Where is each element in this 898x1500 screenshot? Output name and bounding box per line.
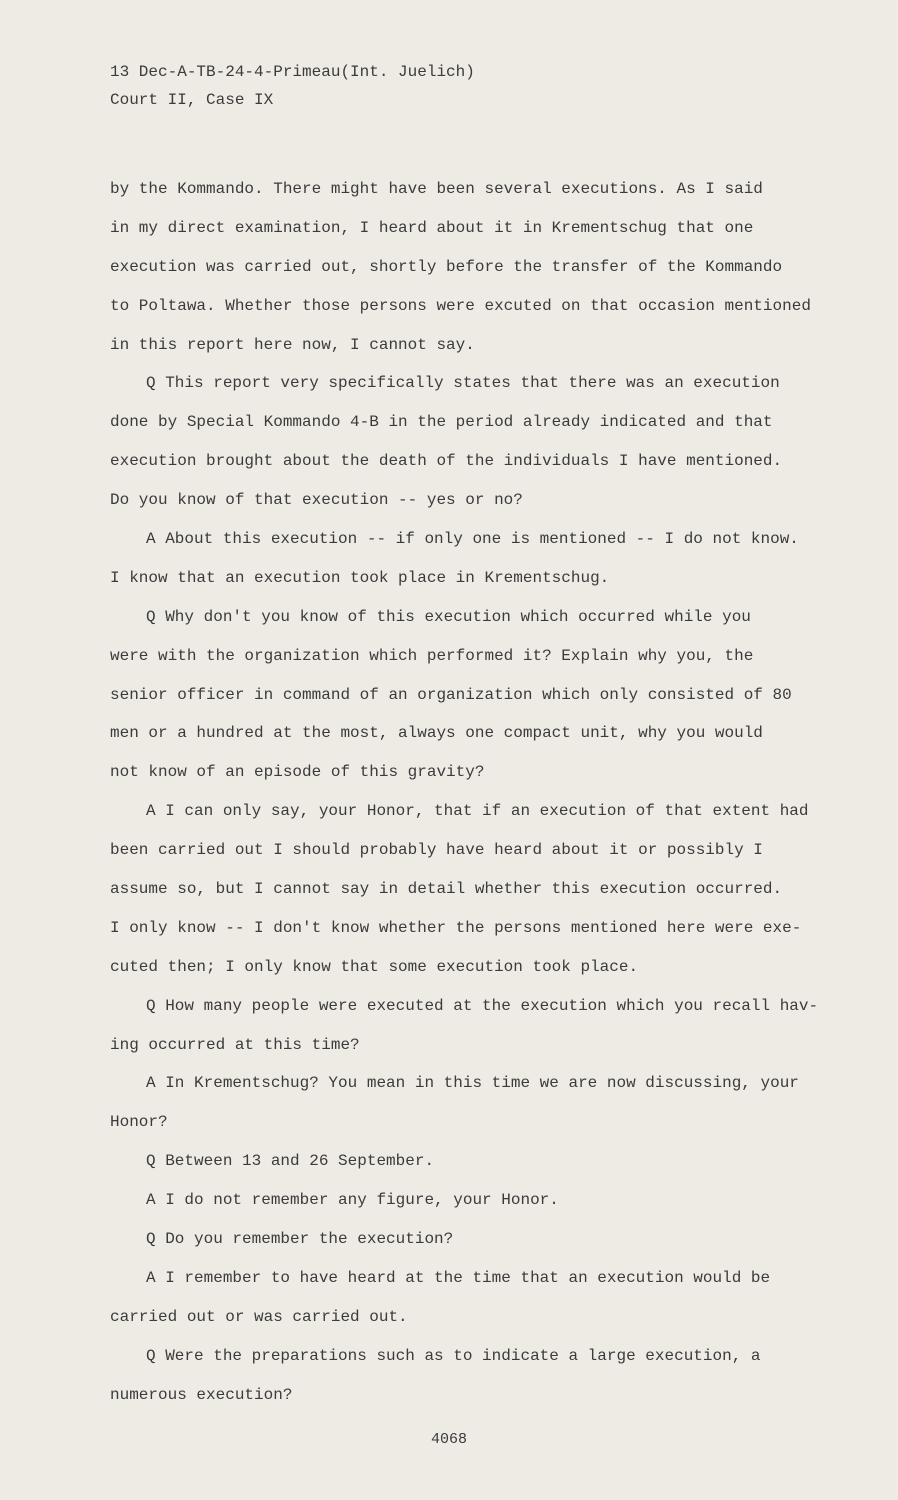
transcript-line: Q How many people were executed at the execution which you recall hav- [146,996,819,1015]
transcript-line: execution brought about the death of the individuals I have mentioned. [110,452,783,471]
transcript-line: A I remember to have heard at the time that an execution would be [146,1268,771,1287]
transcript-line: Q This report very specifically states that there was an execution [146,374,780,393]
transcript-line: A About this execution -- if only one is mentioned -- I do not know. [146,530,799,549]
transcript-line: Q Between 13 and 26 September. [146,1152,435,1171]
transcript-body [110,170,880,1415]
transcript-line: not know of an episode of this gravity? [110,763,485,782]
transcript-line: done by Special Kommando 4-B in the period already indicated and that [110,413,773,432]
transcript-line: numerous execution? [110,1385,293,1404]
transcript-line: Q Do you remember the execution? [146,1230,454,1249]
transcript-line: men or a hundred at the most, always one compact unit, why you would [110,724,763,743]
transcript-line: senior officer in command of an organization which only consisted of 80 [110,685,792,704]
transcript-line: been carried out I should probably have heard about it or possibly I [110,841,763,860]
transcript-line: assume so, but I cannot say in detail whether this execution occurred. [110,880,783,899]
transcript-line: carried out or was carried out. [110,1307,408,1326]
transcript-line: I only know -- I don't know whether the persons mentioned here were exe- [110,918,802,937]
transcript-line: by the Kommando. There might have been several executions. As I said [110,180,763,198]
transcript-line: Q Were the preparations such as to indicate a large execution, a [146,1346,761,1365]
transcript-line: A I can only say, your Honor, that if an execution of that extent had [146,802,809,821]
transcript-line: in my direct examination, I heard about it in Krementschug that one [110,218,754,237]
transcript-line: I know that an execution took place in Krementschug. [110,568,610,587]
transcript-line: cuted then; I only know that some execution took place. [110,957,639,976]
transcript-line: ing occurred at this time? [110,1035,360,1054]
header-reference: 13 Dec-A-TB-24-4-Primeau(Int. Juelich) [110,63,475,81]
transcript-line: Honor? [110,1113,168,1132]
transcript-line: A In Krementschug? You mean in this time we are now discussing, your [146,1074,799,1093]
transcript-line: Do you know of that execution -- yes or no? [110,491,523,510]
page-number: 4068 [430,1431,467,1448]
transcript-line: Q Why don't you know of this execution which occurred while you [146,607,751,626]
document-header [110,58,870,114]
transcript-line: to Poltawa. Whether those persons were excuted on that occasion mentioned [110,296,811,315]
transcript-line: execution was carried out, shortly before the transfer of the Kommando [110,257,783,276]
header-court-case: Court II, Case IX [110,91,274,109]
transcript-line: A I do not remember any figure, your Honor. [146,1191,559,1210]
transcript-line: in this report here now, I cannot say. [110,335,475,354]
transcript-line: were with the organization which performed it? Explain why you, the [110,646,754,665]
